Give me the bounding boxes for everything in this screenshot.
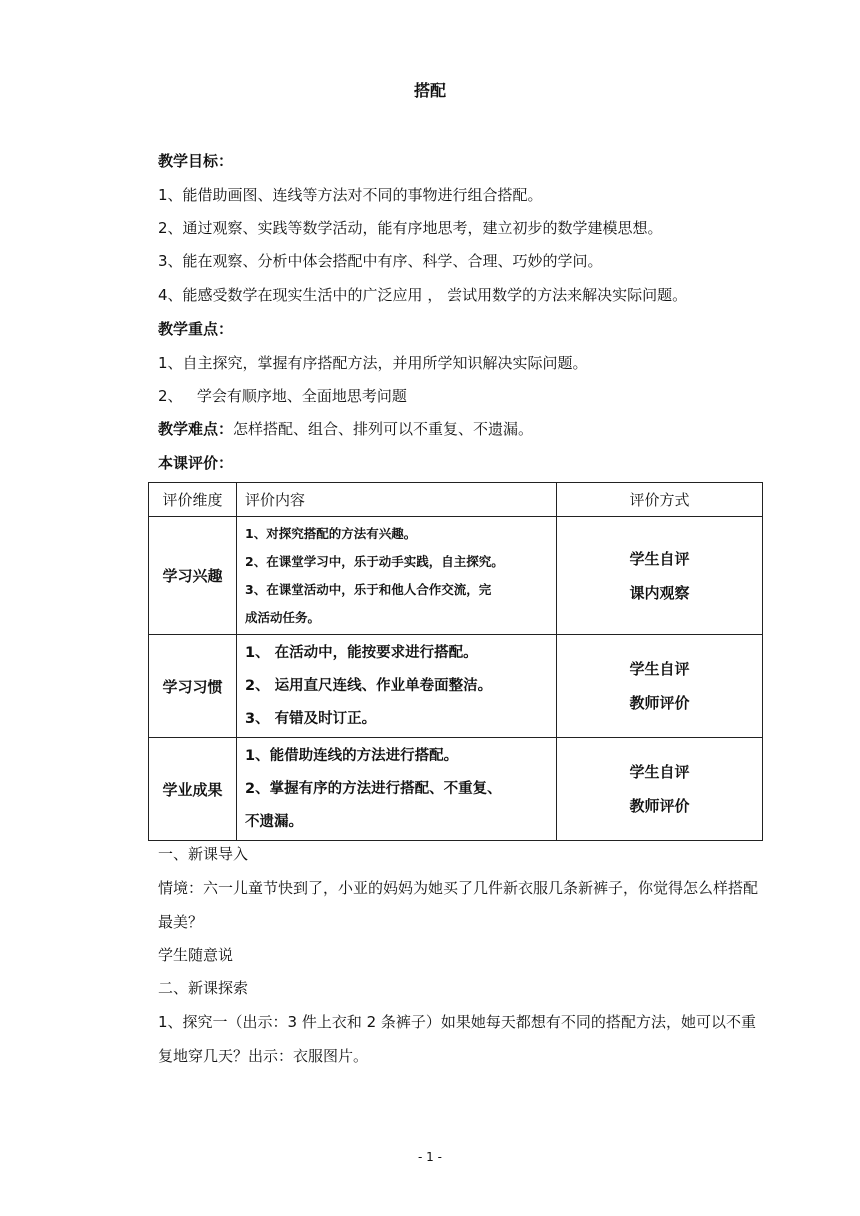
explore-paragraph: 1、探究一（出示：3 件上衣和 2 条裤子）如果她每天都想有不同的搭配方法，她可以不重复地穿几天？出示：衣服图片。 <box>158 1013 756 1065</box>
page-number: - 1 - <box>418 1150 442 1164</box>
header-method: 评价方式 <box>557 483 763 517</box>
goal-item: 3、能在观察、分析中体会搭配中有序、科学、合理、巧妙的学问。 <box>158 252 603 270</box>
method-item: 学生自评 <box>629 660 690 678</box>
situation-paragraph: 情境：六一儿童节快到了，小亚的妈妈为她买了几件新衣服几条新裤子，你觉得怎么样搭配最美？ <box>158 879 759 931</box>
row-method <box>557 635 763 738</box>
section-heading: 一、新课导入 <box>158 845 249 863</box>
content-item: 2、掌握有序的方法进行搭配、不重复、 <box>245 780 502 797</box>
goal-item: 1、能借助画图、连线等方法对不同的事物进行组合搭配。 <box>158 186 543 204</box>
method-item: 教师评价 <box>629 694 690 712</box>
method-item: 教师评价 <box>629 797 690 815</box>
student-line: 学生随意说 <box>158 946 234 964</box>
method-item: 学生自评 <box>629 763 690 781</box>
row-content <box>237 738 557 841</box>
row-method <box>557 517 763 635</box>
row-dimension: 学习兴趣 <box>149 517 237 635</box>
goal-item: 4、能感受数学在现实生活中的广泛应用 ， 尝试用数学的方法来解决实际问题。 <box>158 286 688 304</box>
content-item: 成活动任务。 <box>245 609 321 625</box>
focus-heading: 教学重点： <box>158 320 234 338</box>
row-content <box>237 517 557 635</box>
content-item: 1、对探究搭配的方法有兴趣。 <box>245 525 417 541</box>
header-dimension: 评价维度 <box>149 483 237 517</box>
row-method <box>557 738 763 841</box>
table-row <box>149 738 763 841</box>
content-item: 2、在课堂学习中，乐于动手实践，自主探究。 <box>245 553 504 569</box>
focus-item: 2、 学会有顺序地、全面地思考问题 <box>158 387 407 405</box>
content-item: 3、 有错及时订正。 <box>245 710 377 727</box>
content-item: 3、在课堂活动中，乐于和他人合作交流，完 <box>245 581 492 597</box>
focus-item: 1、自主探究，掌握有序搭配方法，并用所学知识解决实际问题。 <box>158 354 588 372</box>
table-header-row <box>149 483 763 517</box>
section-heading: 二、新课探索 <box>158 979 249 997</box>
header-content: 评价内容 <box>237 483 557 517</box>
document-title: 搭配 <box>413 81 446 100</box>
row-dimension: 学习习惯 <box>149 635 237 738</box>
method-item: 课内观察 <box>629 583 690 602</box>
evaluation-table <box>148 482 763 841</box>
content-item: 1、 在活动中，能按要求进行搭配。 <box>245 644 478 661</box>
table-row <box>149 517 763 635</box>
content-item: 1、能借助连线的方法进行搭配。 <box>245 747 459 764</box>
content-item: 不遗漏。 <box>245 813 303 830</box>
row-dimension: 学业成果 <box>149 738 237 841</box>
goal-item: 2、通过观察、实践等数学活动，能有序地思考，建立初步的数学建模思想。 <box>158 219 663 237</box>
difficulty-label: 教学难点： <box>158 420 234 438</box>
difficulty-line <box>158 418 533 439</box>
goals-heading: 教学目标： <box>158 152 234 170</box>
difficulty-text: 怎样搭配、组合、排列可以不重复、不遗漏。 <box>233 420 534 438</box>
method-item: 学生自评 <box>629 549 690 568</box>
content-item: 2、 运用直尺连线、作业单卷面整洁。 <box>245 677 493 694</box>
row-content <box>237 635 557 738</box>
evaluation-heading: 本课评价： <box>158 454 234 472</box>
table-row <box>149 635 763 738</box>
